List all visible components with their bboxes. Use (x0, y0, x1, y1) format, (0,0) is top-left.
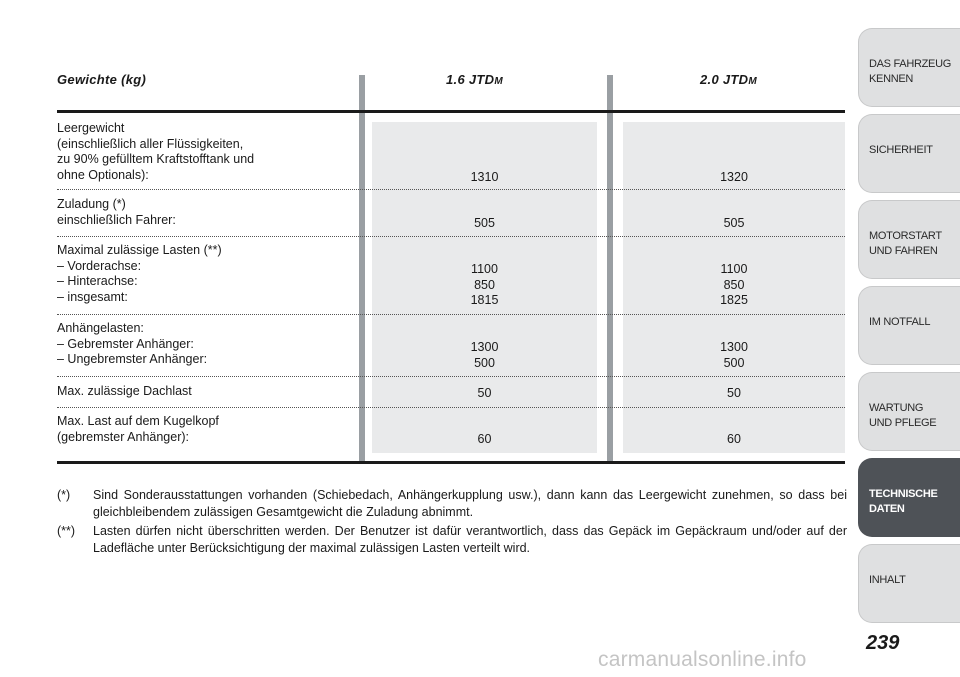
label-line: (gebremster Anhänger): (57, 429, 190, 444)
value: 1310 (470, 170, 499, 184)
footnote-mark: (**) (57, 524, 76, 538)
label-line: zu 90% gefülltem Kraftstofftank und (57, 152, 255, 166)
row-label-kugelkopf (57, 414, 357, 445)
value-cell (372, 262, 597, 309)
value-cell (623, 340, 845, 371)
watermark-text: carmanualsonline.info (598, 648, 807, 671)
label-line: ohne Optionals): (57, 167, 149, 182)
tab-label: MOTORSTART (869, 230, 942, 242)
label-line: – Vorderachse: (57, 258, 142, 273)
tab-label: WARTUNG (869, 402, 924, 414)
footnotes (57, 487, 847, 559)
row-divider (57, 314, 845, 315)
tab-label: UND PFLEGE (869, 417, 937, 429)
value: 850 (474, 277, 495, 292)
col2-model: 2.0 JTD (700, 72, 749, 87)
tab-label: KENNEN (869, 73, 914, 85)
label-line: Max. zulässige Dachlast (57, 384, 192, 398)
label-line: – Ungebremster Anhänger: (57, 352, 208, 366)
value: 60 (727, 432, 741, 446)
value: 500 (723, 355, 745, 370)
value: 50 (477, 386, 492, 400)
label-line: Anhängelasten: (57, 321, 144, 335)
tab-im-notfall[interactable] (858, 286, 960, 365)
label-line: Leergewicht (57, 121, 125, 135)
label-line: (einschließlich aller Flüssigkeiten, (57, 136, 244, 151)
footnote (57, 487, 847, 521)
value: 50 (727, 386, 741, 400)
tab-label: TECHNISCHE (869, 488, 938, 500)
value: 1320 (720, 170, 748, 184)
value: 1825 (720, 293, 748, 307)
label-line: – Gebremster Anhänger: (57, 336, 194, 351)
footnote-mark: (*) (57, 488, 71, 502)
table-header-col1 (446, 72, 503, 87)
value-cell (372, 432, 597, 448)
value-cell (623, 386, 845, 402)
column-separator (607, 75, 613, 463)
value-cell (372, 340, 597, 371)
footnote-text: Lasten dürfen nicht überschritten werden. Der Benutzer ist dafür verantwortlich, dass das Gepäck im Gepäckraum und/oder auf der Ladefläche unter Berücksichtigung der maximal zulässigen Lasten verteilt wird. (93, 524, 847, 555)
tab-label: IM NOTFALL (869, 316, 931, 328)
value-cell (372, 216, 597, 232)
row-label-leergewicht (57, 121, 357, 183)
value: 850 (723, 277, 745, 292)
value: 1100 (471, 262, 498, 276)
table-header-col2 (700, 72, 757, 87)
label-line: einschließlich Fahrer: (57, 212, 176, 227)
label-line: Zuladung (*) (57, 197, 126, 211)
row-divider (57, 236, 845, 237)
value-cell (623, 262, 845, 309)
footnote-text: Sind Sonderausstattungen vorhanden (Schiebedach, Anhängerkupplung usw.), dann kann das Leergewicht zunehmen, so dass bei gleichbleibendem zulässigen Gesamtgewicht die Zuladung abnimmt. (93, 488, 847, 519)
tab-label: DAS FAHRZEUG (869, 58, 951, 70)
value: 1300 (470, 340, 499, 354)
value-cell (623, 170, 845, 186)
row-divider (57, 407, 845, 408)
page-number: 239 (866, 632, 900, 654)
value-cell (623, 432, 845, 448)
value-cell (623, 216, 845, 232)
value: 500 (474, 355, 495, 370)
row-divider (57, 376, 845, 377)
table-header-label: Gewichte (kg) (57, 72, 147, 87)
label-line: – insgesamt: (57, 289, 128, 304)
value: 505 (474, 216, 495, 230)
tab-label: DATEN (869, 503, 905, 515)
tab-wartung-und-pflege[interactable] (858, 372, 960, 451)
value: 505 (723, 216, 745, 230)
value-cell (372, 170, 597, 186)
footnote (57, 523, 847, 557)
tab-label: SICHERHEIT (869, 144, 933, 156)
col1-model: 1.6 JTD (446, 72, 495, 87)
table-top-rule (57, 110, 845, 113)
value: 60 (477, 432, 492, 446)
col1-suffix: M (494, 76, 503, 87)
tab-sicherheit[interactable] (858, 114, 960, 193)
row-label-max-lasten (57, 243, 357, 305)
column-separator (359, 75, 365, 463)
tab-motorstart-und-fahren[interactable] (858, 200, 960, 279)
row-label-dachlast (57, 384, 357, 400)
col2-suffix: M (748, 76, 757, 87)
tab-inhalt[interactable] (858, 544, 960, 623)
label-line: – Hinterachse: (57, 274, 138, 288)
tab-technische-daten[interactable] (858, 458, 960, 537)
value: 1300 (720, 340, 748, 354)
value: 1815 (470, 293, 499, 307)
label-line: Max. Last auf dem Kugelkopf (57, 414, 219, 428)
tab-label: INHALT (869, 574, 906, 586)
row-label-zuladung (57, 197, 357, 228)
tab-das-fahrzeug-kennen[interactable] (858, 28, 960, 107)
row-label-anhaengelasten (57, 321, 357, 368)
row-divider (57, 189, 845, 190)
label-line: Maximal zulässige Lasten (**) (57, 243, 222, 257)
table-bottom-rule (57, 461, 845, 464)
value-cell (372, 386, 597, 402)
tab-label: UND FAHREN (869, 245, 938, 257)
value: 1100 (720, 262, 748, 276)
